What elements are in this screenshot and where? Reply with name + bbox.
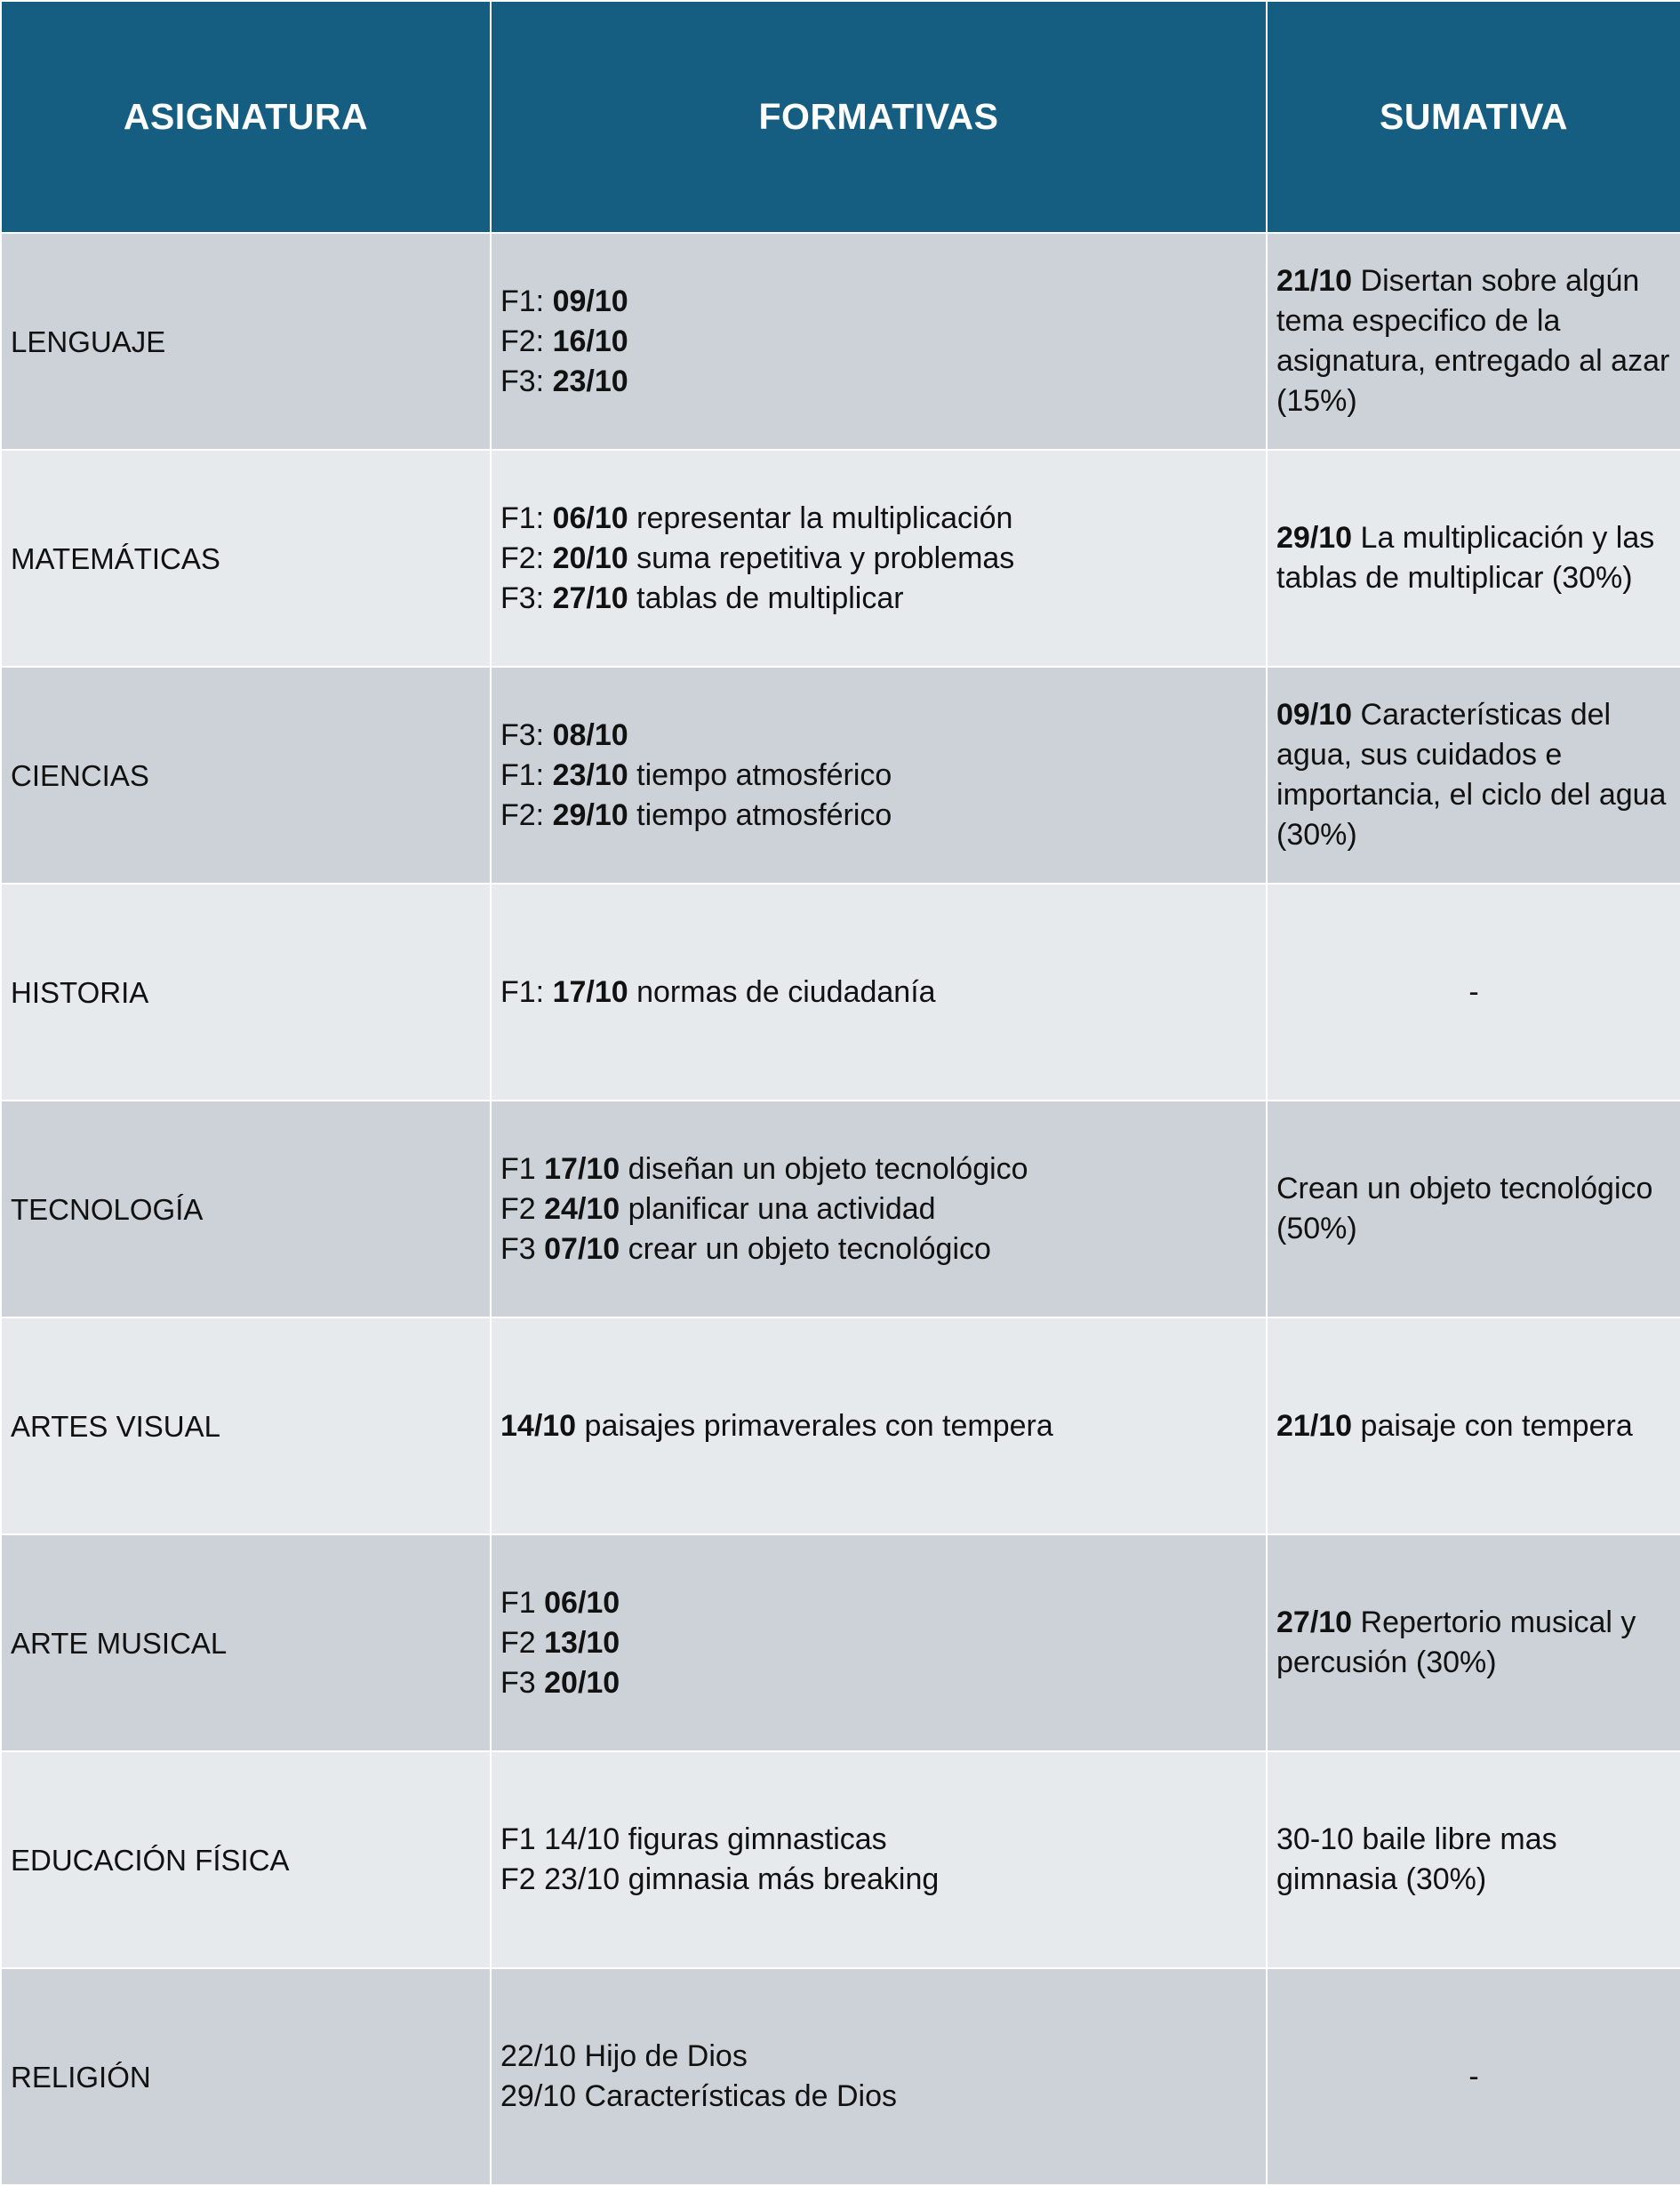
- formative-cell: [491, 1317, 1267, 1534]
- formative-prefix: F2:: [500, 540, 553, 575]
- summative-date: 29/10: [1276, 521, 1353, 555]
- header-row: [1, 1, 1680, 233]
- formative-prefix: F2:: [500, 797, 553, 832]
- header-summative: SUMATIVA: [1267, 1, 1680, 233]
- formative-date: 09/10: [552, 284, 628, 318]
- formative-text: tiempo atmosférico: [628, 757, 892, 792]
- summative-date: 09/10: [1276, 698, 1353, 732]
- summative-cell: [1267, 233, 1680, 450]
- formative-date: 14/10: [500, 1408, 577, 1443]
- formative-text: paisajes primaverales con tempera: [576, 1408, 1053, 1443]
- formative-prefix: F1 14/10 figuras gimnasticas: [500, 1822, 887, 1856]
- formative-date: 13/10: [544, 1625, 620, 1660]
- subject-cell: CIENCIAS: [1, 667, 491, 884]
- formative-prefix: F2: [500, 1625, 545, 1660]
- summative-cell: [1267, 884, 1680, 1101]
- formative-date: 06/10: [544, 1585, 620, 1620]
- formative-prefix: F3:: [500, 581, 553, 615]
- formative-prefix: F2: [500, 1191, 545, 1226]
- formative-line: [500, 716, 1257, 756]
- formative-text: tiempo atmosférico: [628, 797, 892, 832]
- formative-line: [500, 1229, 1257, 1269]
- summative-text: Crean un objeto tecnológico (50%): [1276, 1172, 1653, 1245]
- formative-text: representar la multiplicación: [628, 500, 1013, 535]
- formative-prefix: F2 23/10 gimnasia más breaking: [500, 1862, 940, 1896]
- summative-cell: [1267, 1101, 1680, 1317]
- table-body: [1, 233, 1680, 2185]
- summative-cell: [1267, 1968, 1680, 2185]
- summative-date: 21/10: [1276, 1408, 1353, 1443]
- subject-cell: ARTE MUSICAL: [1, 1534, 491, 1751]
- formative-date: 20/10: [552, 540, 628, 575]
- formative-text: normas de ciudadanía: [628, 974, 936, 1009]
- table-row: [1, 1751, 1680, 1968]
- formative-date: 20/10: [544, 1665, 620, 1700]
- header-subject: ASIGNATURA: [1, 1, 491, 233]
- summative-text: Repertorio musical y percusión (30%): [1276, 1605, 1636, 1679]
- subject-cell: LENGUAJE: [1, 233, 491, 450]
- summative-cell: [1267, 667, 1680, 884]
- summative-text: Características del agua, sus cuidados e importancia, el ciclo del agua (30%): [1276, 698, 1667, 852]
- formative-cell: [491, 667, 1267, 884]
- header-formative: FORMATIVAS: [491, 1, 1267, 233]
- formative-date: 06/10: [552, 500, 628, 535]
- formative-prefix: 22/10 Hijo de Dios: [500, 2039, 748, 2073]
- subject-cell: RELIGIÓN: [1, 1968, 491, 2185]
- formative-prefix: F1:: [500, 757, 553, 792]
- formative-line: [500, 1406, 1257, 1446]
- subject-cell: TECNOLOGÍA: [1, 1101, 491, 1317]
- formative-text: diseñan un objeto tecnológico: [620, 1151, 1028, 1186]
- formative-line: [500, 1149, 1257, 1189]
- formative-prefix: F3:: [500, 364, 553, 398]
- table-row: [1, 1968, 1680, 2185]
- formative-cell: [491, 884, 1267, 1101]
- formative-cell: [491, 1534, 1267, 1751]
- formative-prefix: F3:: [500, 717, 553, 752]
- formative-line: [500, 1189, 1257, 1229]
- formative-line: [500, 756, 1257, 796]
- formative-prefix: F1: [500, 1585, 545, 1620]
- formative-line: [500, 362, 1257, 402]
- table-row: [1, 884, 1680, 1101]
- formative-date: 23/10: [552, 757, 628, 792]
- formative-line: [500, 796, 1257, 836]
- subject-cell: MATEMÁTICAS: [1, 450, 491, 667]
- formative-date: 27/10: [552, 581, 628, 615]
- formative-cell: [491, 1751, 1267, 1968]
- formative-cell: [491, 1101, 1267, 1317]
- formative-date: 16/10: [552, 324, 628, 358]
- table-row: [1, 1534, 1680, 1751]
- formative-prefix: F1:: [500, 284, 553, 318]
- formative-line: [500, 973, 1257, 1013]
- summative-cell: [1267, 450, 1680, 667]
- formative-line: [500, 1820, 1257, 1860]
- summative-text: paisaje con tempera: [1352, 1408, 1633, 1443]
- formative-prefix: F1:: [500, 500, 553, 535]
- formative-prefix: F3: [500, 1231, 545, 1266]
- formative-line: [500, 1663, 1257, 1703]
- formative-date: 17/10: [544, 1151, 620, 1186]
- summative-text: -: [1468, 2059, 1479, 2094]
- formative-line: [500, 539, 1257, 579]
- summative-cell: [1267, 1317, 1680, 1534]
- formative-cell: [491, 450, 1267, 667]
- formative-cell: [491, 233, 1267, 450]
- summative-text: La multiplicación y las tablas de multiplicar (30%): [1276, 521, 1655, 595]
- formative-date: 08/10: [552, 717, 628, 752]
- formative-date: 29/10: [552, 797, 628, 832]
- table-row: [1, 450, 1680, 667]
- formative-line: [500, 2037, 1257, 2077]
- table-header: [1, 1, 1680, 233]
- table-row: [1, 667, 1680, 884]
- formative-line: [500, 1583, 1257, 1623]
- formative-text: crear un objeto tecnológico: [620, 1231, 991, 1266]
- summative-text: Disertan sobre algún tema especifico de la asignatura, entregado al azar (15%): [1276, 264, 1670, 418]
- table-row: [1, 233, 1680, 450]
- formative-cell: [491, 1968, 1267, 2185]
- formative-line: [500, 1623, 1257, 1663]
- summative-text: 30-10 baile libre mas gimnasia (30%): [1276, 1822, 1557, 1896]
- table-row: [1, 1101, 1680, 1317]
- formative-text: suma repetitiva y problemas: [628, 540, 1015, 575]
- formative-line: [500, 1860, 1257, 1900]
- formative-text: tablas de multiplicar: [628, 581, 904, 615]
- formative-prefix: F1:: [500, 974, 553, 1009]
- formative-date: 07/10: [544, 1231, 620, 1266]
- formative-line: [500, 322, 1257, 362]
- formative-date: 24/10: [544, 1191, 620, 1226]
- formative-prefix: 29/10 Características de Dios: [500, 2079, 897, 2113]
- summative-cell: [1267, 1751, 1680, 1968]
- summative-cell: [1267, 1534, 1680, 1751]
- formative-line: [500, 499, 1257, 539]
- formative-prefix: F2:: [500, 324, 553, 358]
- subject-cell: EDUCACIÓN FÍSICA: [1, 1751, 491, 1968]
- table-row: [1, 1317, 1680, 1534]
- formative-line: [500, 282, 1257, 322]
- formative-line: [500, 579, 1257, 619]
- summative-date: 21/10: [1276, 264, 1353, 298]
- formative-date: 23/10: [552, 364, 628, 398]
- summative-date: 27/10: [1276, 1605, 1353, 1639]
- formative-prefix: F3: [500, 1665, 545, 1700]
- formative-prefix: F1: [500, 1151, 545, 1186]
- formative-text: planificar una actividad: [620, 1191, 936, 1226]
- subject-cell: HISTORIA: [1, 884, 491, 1101]
- formative-line: [500, 2077, 1257, 2117]
- subject-cell: ARTES VISUAL: [1, 1317, 491, 1534]
- summative-text: -: [1468, 974, 1479, 1009]
- formative-date: 17/10: [552, 974, 628, 1009]
